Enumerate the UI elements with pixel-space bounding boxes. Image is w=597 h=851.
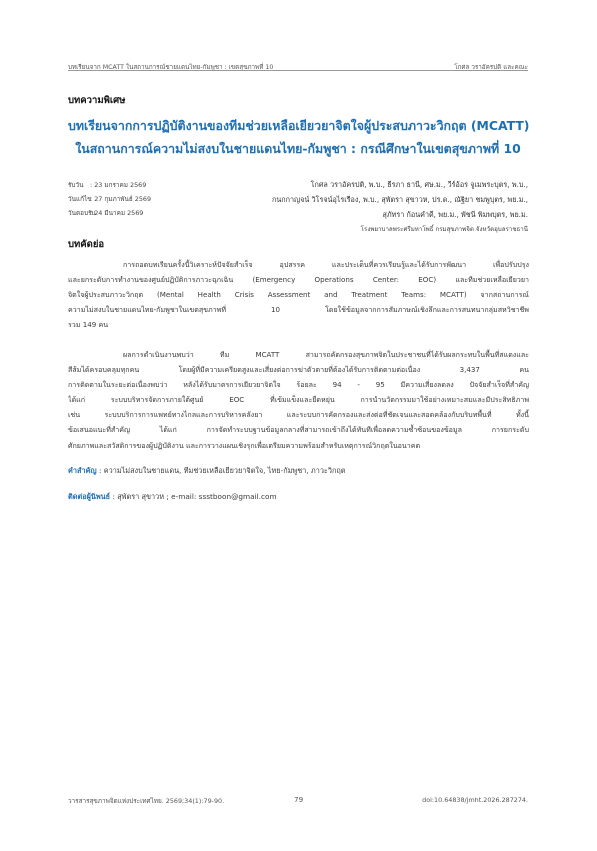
- abstract-p1-line: ความไม่สงบในชายแดนไทย-กัมพูชาในเขตสุขภาพที่ 10 โดยใช้ข้อมูลจากการสัมภาษณ์เชิงลึกและการสนทนากลุ่มสหวิชาชีพ: [68, 305, 529, 315]
- header-divider: [68, 70, 528, 71]
- abstract-p2-line: ศักยภาพและสวัสดิการของผู้ปฏิบัติงาน และการวางแผนเชิงรุกเพื่อเตรียมความพร้อมสำหรับเหตุการณ์วิกฤตในอนาคต: [68, 440, 421, 450]
- article-title-line-2: ในสถานการณ์ความไม่สงบในชายแดนไทย-กัมพูชา : กรณีศึกษาในเขตสุขภาพที่ 10: [75, 141, 521, 156]
- contact-label: ติดต่อผู้นิพนธ์: [68, 492, 111, 501]
- corresponding-author: [68, 492, 277, 503]
- contact-value: : สุพัตรา สุขาวห ; e-mail: ssstboon@gmail.com: [110, 492, 277, 501]
- abstract-p2-line: ได้แก่ ระบบบริหารจัดการภายใต้ศูนย์ EOC ที่เข้มแข็งและยืดหยุ่น การนำนวัตกรรมมาใช้อย่างเหมาะสมและมีประสิทธิภาพ: [68, 395, 529, 405]
- abstract-heading: บทคัดย่อ: [68, 239, 105, 250]
- author-line-2: กนกกาญจน์ วิโรจน์อุไรเรือง, พ.บ., สุพัตรา สุขาวห, ปร.ด., ณัฐิยา ชมพูบุตร, พย.ม.,: [272, 195, 528, 204]
- author-line-1: โกศล วราอัครปติ, พ.บ., ธีรภา ธานี, ศษ.ม., วีร์อ้อร จูเมพระบุตร, พ.บ.,: [310, 180, 528, 189]
- abstract-p2-line: สีส้มได้ครอบคลุมทุกคน โดยผู้ที่มีความเครียดสูงและเสี่ยงต่อการฆ่าตัวตายที่ต้องได้รับการติดตามต่อเนื่อง 3,437 คน: [68, 365, 529, 375]
- revised-label: วันแก้ไข: [68, 195, 92, 203]
- abstract-p2-line: เช่น ระบบบริการการแพทย์ทางไกลและการบริหารคลังยา และระบบการคัดกรองและส่งต่อที่ชัดเจนและสอดคล้องกับบริบทพื้นที่ ทั้งนี้: [68, 410, 529, 420]
- abstract-p2-line: การติดตามในระยะต่อเนื่องพบว่า หลังได้รับมาตรการเยียวยาจิตใจ ร้อยละ 94 - 95 มีความเสี่ยงลดลง ปัจจัยสำเร็จที่สำคัญ: [68, 380, 529, 390]
- page-number: 79: [294, 795, 304, 804]
- doi-link[interactable]: doi:10.64838/jmht.2026.287274.: [422, 796, 528, 804]
- accepted-label: วันตอบรับ: [68, 209, 96, 217]
- running-header-left: บทเรียนจาก MCATT ในสถานการณ์ชายแดนไทย-กัมพูชา : เขตสุขภาพที่ 10: [68, 64, 274, 71]
- abstract-paragraph-1: [68, 257, 529, 332]
- article-type-label: บทความพิเศษ: [68, 95, 126, 106]
- accepted-value: : 24 มีนาคม 2569: [90, 209, 144, 217]
- revised-date: [68, 194, 151, 204]
- received-label: รับวัน: [68, 181, 84, 189]
- abstract-p2-line: ข้อเสนอแนะที่สำคัญ ได้แก่ การจัดทำระบบฐานข้อมูลกลางที่สามารถเข้าถึงได้ทันทีเพื่อลดความซ้ำซ้อนของข้อมูล การยกระดับ: [68, 425, 529, 435]
- abstract-p1-line: รวม 149 คน: [68, 320, 109, 330]
- abstract-p1-line: จิตใจผู้ประสบภาวะวิกฤต (Mental Health Crisis Assessment and Treatment Teams: MCATT) จากสถานการณ์: [68, 290, 529, 300]
- journal-citation: วารสารสุขภาพจิตแห่งประเทศไทย. 2569;34(1):79-90.: [68, 797, 225, 805]
- keywords-value: : ความไม่สงบในชายแดน, ทีมช่วยเหลือเยียวยาจิตใจ, ไทย-กัมพูชา, ภาวะวิกฤต: [96, 466, 346, 475]
- abstract-p2-line: ผลการดำเนินงานพบว่า ทีม MCATT สามารถคัดกรองสุขภาพจิตในประชาชนที่ได้รับผลกระทบในพื้นที่สแดงและ: [123, 350, 529, 359]
- abstract-p1-line: การถอดบทเรียนครั้งนี้วิเคราะห์ปัจจัยสำเร็จ อุปสรรค และประเด็นที่ควรเรียนรู้และได้รับการพัฒนา เพื่อปรับปรุง: [123, 260, 529, 269]
- abstract-paragraph-2: [68, 347, 529, 453]
- received-date: [68, 180, 146, 190]
- revised-value: : 27 กุมภาพันธ์ 2569: [90, 195, 152, 203]
- keywords: [68, 466, 346, 477]
- running-header-right: โกศล วราอัครปติ และคณะ: [454, 64, 528, 71]
- author-line-3: สุภัทรา ก้อนคำดี, พย.ม., พัชนี พิมพบุตร, พย.ม.: [382, 210, 528, 219]
- author-affiliation: โรงพยาบาลพระศรีมหาโพธิ์ กรมสุขภาพจิต จังหวัดอุบลราชธานี: [360, 226, 528, 233]
- keywords-label: คำสำคัญ: [68, 466, 97, 475]
- accepted-date: [68, 208, 143, 218]
- received-value: : 23 มกราคม 2569: [90, 181, 147, 189]
- article-title-line-1: บทเรียนจากการปฏิบัติงานของทีมช่วยเหลือเยียวยาจิตใจผู้ประสบภาวะวิกฤต (MCATT): [68, 118, 530, 133]
- abstract-p1-line: และยกระดับการทำงานของศูนย์ปฏิบัติการภาวะฉุกเฉิน (Emergency Operations Center: EOC) และทีมช่วยเหลือเยียวยา: [68, 275, 529, 285]
